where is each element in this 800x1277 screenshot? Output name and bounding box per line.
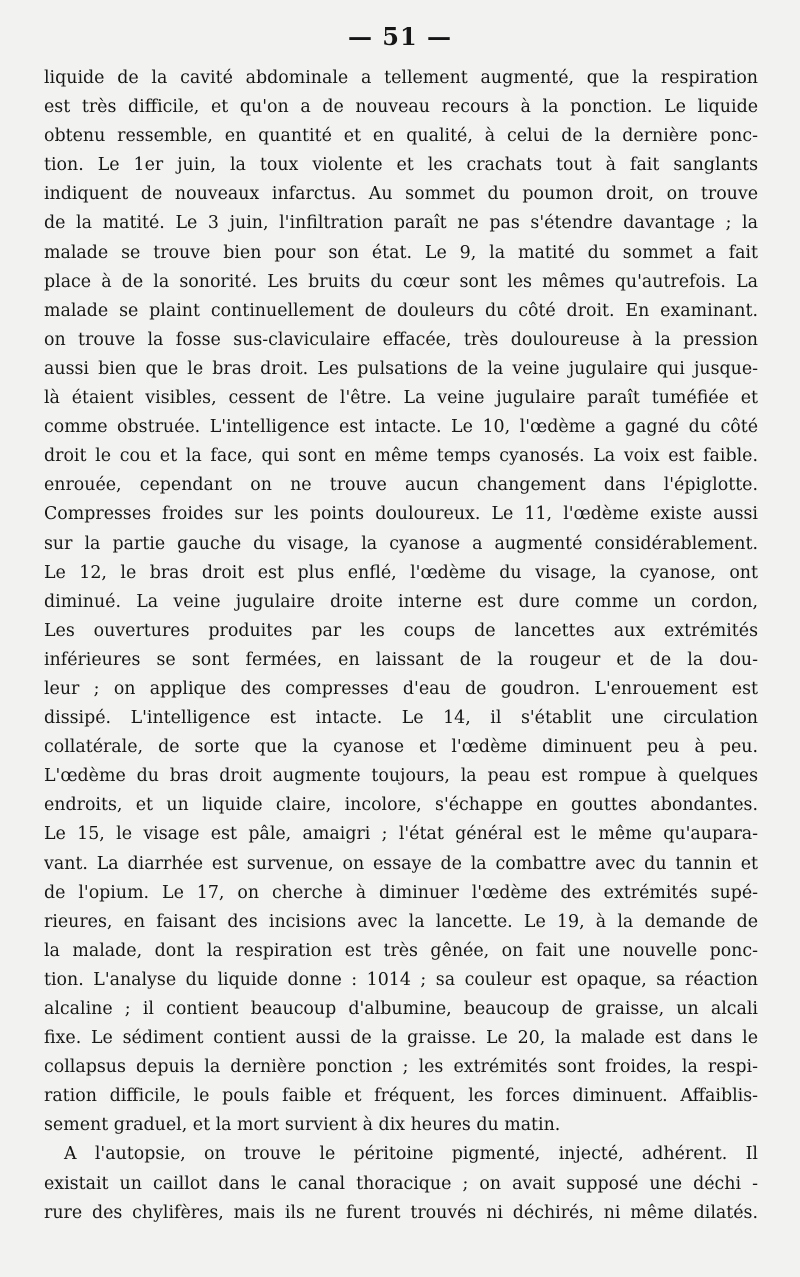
text-line: dissipé. L'intelligence est intacte. Le 14, il s'établit une circulation (44, 708, 758, 729)
text-line: Le 12, le bras droit est plus enflé, l'œdème du visage, la cyanose, ont (44, 562, 758, 583)
text-line: malade se trouve bien pour son état. Le 9, la matité du sommet a fait (44, 242, 758, 263)
text-line: sement graduel, et la mort survient à dix heures du matin. (44, 1115, 561, 1136)
text-line: liquide de la cavité abdominale a tellement augmenté, que la respiration (44, 68, 758, 88)
text-line: sur la partie gauche du visage, la cyanose a augmenté considérablement. (44, 533, 758, 554)
text-line: de la matité. Le 3 juin, l'infiltration paraît ne pas s'étendre davantage ; la (44, 213, 758, 234)
text-line: malade se plaint continuellement de douleurs du côté droit. En examinant. (44, 300, 758, 321)
text-line: inférieures se sont fermées, en laissant de la rougeur et de la dou- (44, 649, 758, 670)
text-line: ration difficile, le pouls faible et fréquent, les forces diminuent. Affaiblis- (44, 1086, 758, 1107)
page-number: — 51 — (347, 22, 453, 51)
text-line: tion. L'analyse du liquide donne : 1014 ; sa couleur est opaque, sa réaction (44, 969, 758, 990)
text-line: est très difficile, et qu'on a de nouveau recours à la ponction. Le liquide (44, 97, 758, 118)
text-line: la malade, dont la respiration est très gênée, on fait une nouvelle ponc- (44, 940, 758, 961)
text-line: aussi bien que le bras droit. Les pulsations de la veine jugulaire qui jusque- (44, 358, 758, 379)
text-line: leur ; on applique des compresses d'eau de goudron. L'enrouement est (44, 678, 758, 699)
text-line: collatérale, de sorte que la cyanose et l'œdème diminuent peu à peu. (44, 737, 758, 758)
text-line: existait un caillot dans le canal thoracique ; on avait supposé une déchi - (44, 1173, 758, 1194)
text-line: A l'autopsie, on trouve le péritoine pigmenté, injecté, adhérent. Il (64, 1144, 758, 1165)
text-line: place à de la sonorité. Les bruits du cœur sont les mêmes qu'autrefois. La (44, 271, 758, 292)
text-line: endroits, et un liquide claire, incolore, s'échappe en gouttes abondantes. (44, 795, 758, 816)
text-line: enrouée, cependant on ne trouve aucun changement dans l'épiglotte. (44, 475, 758, 496)
text-line: obtenu ressemble, en quantité et en qualité, à celui de la dernière ponc- (44, 126, 758, 147)
text-line: L'œdème du bras droit augmente toujours, la peau est rompue à quelques (44, 766, 758, 787)
text-line: alcaline ; il contient beaucoup d'albumine, beaucoup de graisse, un alcali (44, 999, 758, 1019)
text-line: Compresses froides sur les points douloureux. Le 11, l'œdème existe aussi (44, 504, 758, 525)
text-line: comme obstruée. L'intelligence est intacte. Le 10, l'œdème a gagné du côté (44, 417, 758, 438)
text-line: tion. Le 1er juin, la toux violente et les crachats tout à fait sanglants (44, 155, 758, 176)
text-line: là étaient visibles, cessent de l'être. La veine jugulaire paraît tuméfiée et (44, 388, 758, 409)
text-line: de l'opium. Le 17, on cherche à diminuer l'œdème des extrémités supé- (44, 882, 758, 903)
text-line: diminué. La veine jugulaire droite interne est dure comme un cordon, (44, 591, 758, 612)
text-line: rure des chylifères, mais ils ne furent trouvés ni déchirés, ni même dilatés. (44, 1202, 758, 1223)
text-line: on trouve la fosse sus-claviculaire effacée, très douloureuse à la pression (44, 329, 758, 350)
text-line: Les ouvertures produites par les coups de lancettes aux extrémités (44, 620, 758, 641)
text-line: rieures, en faisant des incisions avec la lancette. Le 19, à la demande de (44, 911, 758, 932)
text-line: Le 15, le visage est pâle, amaigri ; l'état général est le même qu'aupara- (44, 824, 758, 845)
text-line: fixe. Le sédiment contient aussi de la graisse. Le 20, la malade est dans le (44, 1028, 758, 1049)
text-line: collapsus depuis la dernière ponction ; les extrémités sont froides, la respi- (44, 1057, 758, 1078)
text-line: indiquent de nouveaux infarctus. Au sommet du poumon droit, on trouve (44, 184, 758, 205)
body-text (44, 64, 758, 1228)
text-line: droit le cou et la face, qui sont en même temps cyanosés. La voix est faible. (44, 446, 758, 467)
text-line: vant. La diarrhée est survenue, on essaye de la combattre avec du tannin et (44, 853, 758, 874)
